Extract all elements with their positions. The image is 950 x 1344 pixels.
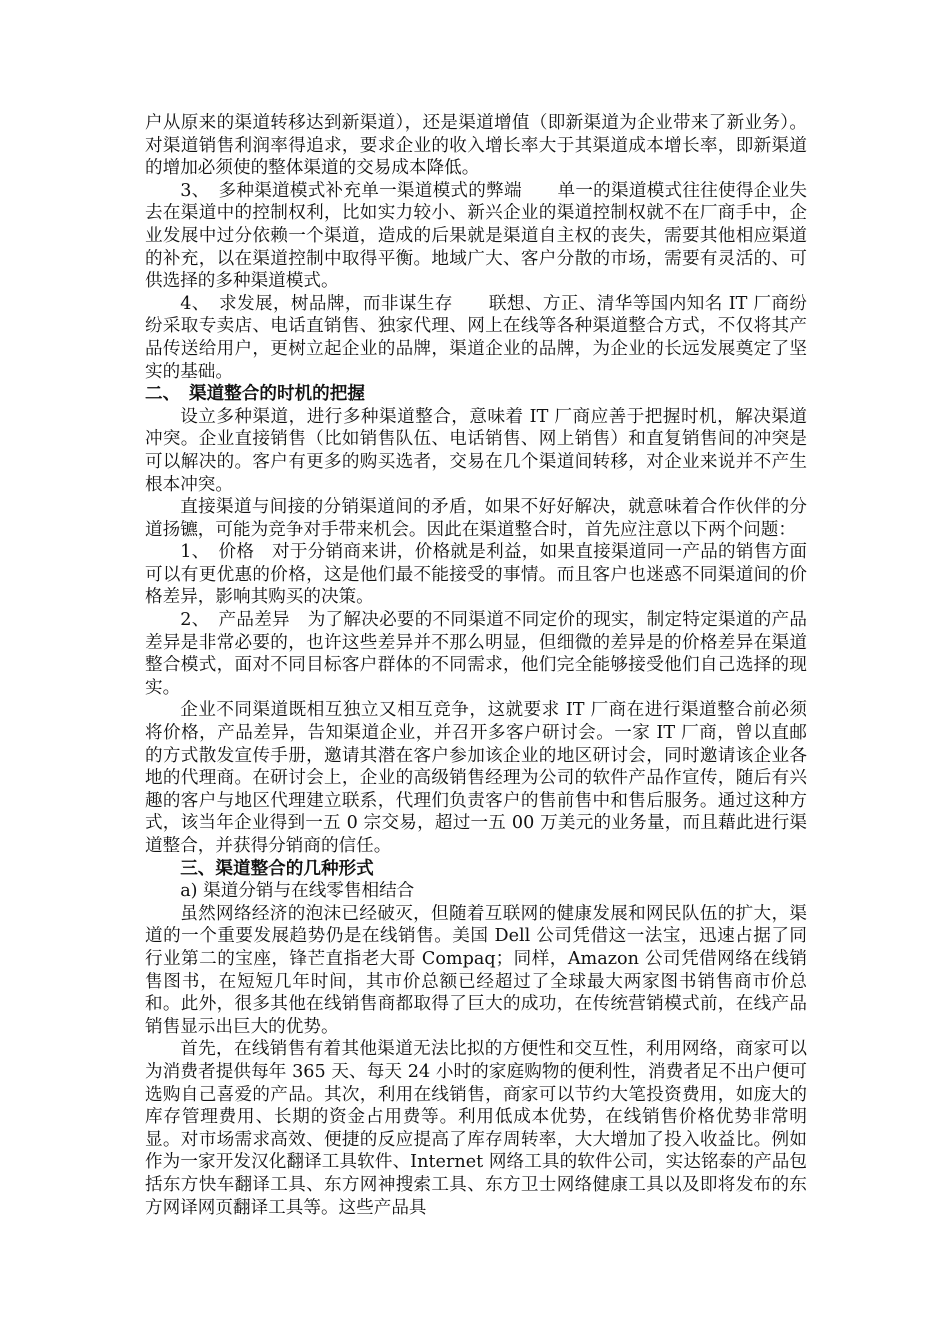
subsection-heading: a) 渠道分销与在线零售相结合: [180, 881, 415, 902]
section-heading: 二、 渠道整合的时机的把握: [145, 383, 365, 405]
paragraph: 2、 产品差异 为了解决必要的不同渠道不同定价的现实，制定特定渠道的产品差异是非常必要的，也许这些差异并不那么明显，但细微的差异是的价格差异在渠道整合模式，面对不同目标客户群体的不同需求，他们完全能够接受他们自己选择的现实。: [145, 610, 807, 698]
document-page: [145, 112, 807, 1219]
paragraph: 户从原来的渠道转移达到新渠道），还是渠道增值（即新渠道为企业带来了新业务）。对渠道销售利润率得追求，要求企业的收入增长率大于其渠道成本增长率，即新渠道的增加必须使的整体渠道的交易成本降低。: [145, 113, 807, 179]
paragraph: 1、 价格 对于分销商来讲，价格就是利益，如果直接渠道同一产品的销售方面可以有更优惠的价格，这是他们最不能接受的事情。而且客户也迷惑不同渠道间的价格差异，影响其购买的决策。: [145, 542, 807, 608]
paragraph: 虽然网络经济的泡沫已经破灭，但随着互联网的健康发展和网民队伍的扩大，渠道的一个重要发展趋势仍是在线销售。美国 Dell 公司凭借这一法宝，迅速占据了同行业第二的宝座，锋芒直指老大哥 Compaq；同样，Amazon 公司凭借网络在线销售图书，在短短几年时间，其市价总额已经超过了全球最大两家图书销售商市价总和。此外，很多其他在线销售商都取得了巨大的成功，在传统营销模式前，在线产品销售显示出巨大的优势。: [145, 903, 807, 1037]
paragraph: 企业不同渠道既相互独立又相互竞争，这就要求 IT 厂商在进行渠道整合前必须将价格，产品差异，告知渠道企业，并召开多客户研讨会。一家 IT 厂商，曾以直邮的方式散发宣传手册，邀请其潜在客户参加该企业的地区研讨会，同时邀请该企业各地的代理商。在研讨会上，企业的高级销售经理为公司的软件产品作宣传，随后有兴趣的客户与地区代理建立联系，代理们负责客户的售前售中和售后服务。通过这种方式，该当年企业得到一五 0 宗交易，超过一五 00 万美元的业务量，而且藉此进行渠道整合，并获得分销商的信任。: [145, 700, 807, 856]
paragraph: 首先，在线销售有着其他渠道无法比拟的方便性和交互性，利用网络，商家可以为消费者提供每年 365 天、每天 24 小时的家庭购物的便利性，消费者足不出户便可选购自己喜爱的产品。其次，利用在线销售，商家可以节约大笔投资费用，如庞大的库存管理费用、长期的资金占用费等。利用低成本优势，在线销售价格优势非常明显。对市场需求高效、便捷的反应提高了库存周转率，大大增加了投入收益比。例如作为一家开发汉化翻译工具软件、Internet 网络工具的软件公司，实达铭泰的产品包括东方快车翻译工具、东方网神搜索工具、东方卫士网络健康工具以及即将发布的东方网译网页翻译工具等。这些产品具: [145, 1039, 807, 1218]
paragraph: 4、 求发展，树品牌，而非谋生存 联想、方正、清华等国内知名 IT 厂商纷纷采取专卖店、电话直销售、独家代理、网上在线等各种渠道整合方式，不仅将其产品传送给用户，更树立起企业的品牌，渠道企业的品牌，为企业的长远发展奠定了坚实的基础。: [145, 293, 807, 382]
paragraph: 3、 多种渠道模式补充单一渠道模式的弊端 单一的渠道模式往往使得企业失去在渠道中的控制权利，比如实力较小、新兴企业的渠道控制权就不在厂商手中，企业发展中过分依赖一个渠道，造成的后果就是渠道自主权的丧失，需要其他相应渠道的补充，以在渠道控制中取得平衡。地域广大、客户分散的市场，需要有灵活的、可供选择的多种渠道模式。: [145, 180, 807, 292]
section-heading: 三、渠道整合的几种形式: [180, 857, 374, 879]
paragraph: 设立多种渠道，进行多种渠道整合，意味着 IT 厂商应善于把握时机，解决渠道冲突。企业直接销售（比如销售队伍、电话销售、网上销售）和直复销售间的冲突是可以解决的。客户有更多的购买选者，交易在几个渠道间转移，对企业来说并不产生根本冲突。: [145, 406, 807, 495]
paragraph: 直接渠道与间接的分销渠道间的矛盾，如果不好好解决，就意味着合作伙伴的分道扬镳，可能为竞争对手带来机会。因此在渠道整合时，首先应注意以下两个问题：: [145, 497, 807, 540]
